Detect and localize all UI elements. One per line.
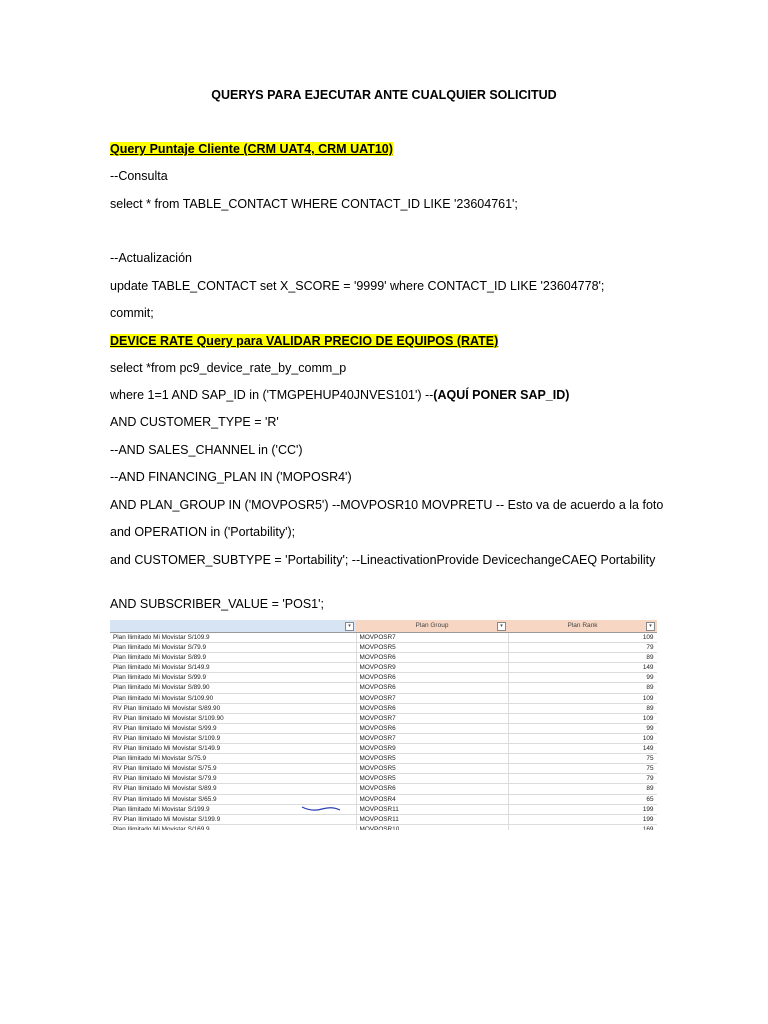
table-row (110, 693, 657, 703)
cell-plan-group: MOVPOSR6 (356, 673, 508, 683)
customer-subtype-line: and CUSTOMER_SUBTYPE = 'Portability'; --LineactivationProvide DevicechangeCAEQ Portability (110, 553, 656, 567)
cell-plan-rank: 79 (508, 774, 657, 784)
cell-plan-name: Plan Ilimitado Mi Movistar S/109.9 (110, 633, 356, 643)
section1-heading (110, 142, 393, 157)
table-row (110, 794, 657, 804)
cell-plan-rank: 109 (508, 713, 657, 723)
plan-table-body (110, 633, 657, 831)
cell-plan-rank: 149 (508, 744, 657, 754)
where-clause: where 1=1 AND SAP_ID in ('TMGPEHUP40JNVES101') -- (110, 388, 434, 402)
table-row (110, 804, 657, 814)
plan-table (110, 620, 657, 830)
cell-plan-name: Plan Ilimitado Mi Movistar S/99.9 (110, 673, 356, 683)
cell-plan-rank: 89 (508, 683, 657, 693)
select-query: select * from TABLE_CONTACT WHERE CONTACT_ID LIKE '23604761'; (110, 197, 518, 211)
table-row (110, 723, 657, 733)
cell-plan-rank: 199 (508, 814, 657, 824)
pen-scribble-icon (300, 804, 342, 814)
table-row (110, 703, 657, 713)
cell-plan-rank: 75 (508, 754, 657, 764)
cell-plan-group: MOVPOSR5 (356, 774, 508, 784)
subscriber-value-line: AND SUBSCRIBER_VALUE = 'POS1'; (110, 597, 324, 611)
sales-channel-line: --AND SALES_CHANNEL in ('CC') (110, 443, 303, 457)
cell-plan-rank: 199 (508, 804, 657, 814)
filter-dropdown-icon: ▾ (646, 622, 655, 631)
cell-plan-rank: 99 (508, 723, 657, 733)
cell-plan-group: MOVPOSR7 (356, 733, 508, 743)
cell-plan-group: MOVPOSR6 (356, 703, 508, 713)
cell-plan-group: MOVPOSR6 (356, 784, 508, 794)
cell-plan-name: Plan Ilimitado Mi Movistar S/109.90 (110, 693, 356, 703)
cell-plan-name: RV Plan Ilimitado Mi Movistar S/89.9 (110, 784, 356, 794)
cell-plan-group: MOVPOSR11 (356, 814, 508, 824)
table-row (110, 663, 657, 673)
cell-plan-group: MOVPOSR11 (356, 804, 508, 814)
table-row (110, 784, 657, 794)
document-title: QUERYS PARA EJECUTAR ANTE CUALQUIER SOLICITUD (211, 88, 557, 102)
cell-plan-rank: 149 (508, 663, 657, 673)
cell-plan-name: Plan Ilimitado Mi Movistar S/89.90 (110, 683, 356, 693)
where-note: (AQUÍ PONER SAP_ID) (433, 388, 570, 402)
cell-plan-name: RV Plan Ilimitado Mi Movistar S/89.90 (110, 703, 356, 713)
plan-group-line: AND PLAN_GROUP IN ('MOVPOSR5') --MOVPOSR10 MOVPRETU -- Esto va de acuerdo a la foto (110, 498, 664, 512)
cell-plan-rank: 89 (508, 703, 657, 713)
commit-line: commit; (110, 306, 154, 320)
cell-plan-name: Plan Ilimitado Mi Movistar S/75.9 (110, 754, 356, 764)
device-rate-select: select *from pc9_device_rate_by_comm_p (110, 361, 347, 375)
table-row (110, 633, 657, 643)
header-plan-rank: Plan Rank ▾ (508, 620, 657, 633)
cell-plan-name: Plan Ilimitado Mi Movistar S/79.9 (110, 643, 356, 653)
cell-plan-group: MOVPOSR6 (356, 683, 508, 693)
cell-plan-group: MOVPOSR6 (356, 653, 508, 663)
cell-plan-rank: 109 (508, 733, 657, 743)
cell-plan-rank: 99 (508, 673, 657, 683)
cell-plan-group: MOVPOSR7 (356, 693, 508, 703)
filter-dropdown-icon: ▾ (345, 622, 354, 631)
cell-plan-name: RV Plan Ilimitado Mi Movistar S/75.9 (110, 764, 356, 774)
update-query: update TABLE_CONTACT set X_SCORE = '9999' where CONTACT_ID LIKE '23604778'; (110, 279, 605, 293)
filter-dropdown-icon: ▾ (497, 622, 506, 631)
cell-plan-name: RV Plan Ilimitado Mi Movistar S/149.9 (110, 744, 356, 754)
section2-heading (110, 334, 498, 349)
section2-heading-text: DEVICE RATE Query para VALIDAR PRECIO DE EQUIPOS (RATE) (110, 334, 499, 348)
cell-plan-rank: 109 (508, 633, 657, 643)
cell-plan-name: Plan Ilimitado Mi Movistar S/89.9 (110, 653, 356, 663)
cell-plan-rank: 169 (508, 824, 657, 830)
cell-plan-rank: 89 (508, 784, 657, 794)
table-row (110, 673, 657, 683)
header-plan-name (110, 620, 356, 633)
table-row (110, 713, 657, 723)
cell-plan-rank: 75 (508, 764, 657, 774)
cell-plan-name: Plan Ilimitado Mi Movistar S/169.9 (110, 824, 356, 830)
cell-plan-rank: 65 (508, 794, 657, 804)
cell-plan-group: MOVPOSR5 (356, 643, 508, 653)
cell-plan-group: MOVPOSR10 (356, 824, 508, 830)
cell-plan-group: MOVPOSR4 (356, 794, 508, 804)
header-plan-group: Plan Group ▾ (356, 620, 508, 633)
section1-heading-text: Query Puntaje Cliente (CRM UAT4, CRM UAT10) (110, 142, 393, 156)
cell-plan-group: MOVPOSR9 (356, 663, 508, 673)
plan-table-screenshot (110, 620, 657, 830)
cell-plan-name: Plan Ilimitado Mi Movistar S/199.9 (110, 804, 356, 814)
table-row (110, 643, 657, 653)
actualizacion-comment: --Actualización (110, 251, 192, 265)
financing-plan-line: --AND FINANCING_PLAN IN ('MOPOSR4') (110, 470, 352, 484)
cell-plan-name: RV Plan Ilimitado Mi Movistar S/109.9 (110, 733, 356, 743)
cell-plan-rank: 79 (508, 643, 657, 653)
table-row (110, 824, 657, 830)
cell-plan-name: RV Plan Ilimitado Mi Movistar S/109.90 (110, 713, 356, 723)
operation-line: and OPERATION in ('Portability'); (110, 525, 296, 539)
table-row (110, 653, 657, 663)
cell-plan-name: RV Plan Ilimitado Mi Movistar S/199.9 (110, 814, 356, 824)
table-row (110, 733, 657, 743)
table-row (110, 683, 657, 693)
cell-plan-name: RV Plan Ilimitado Mi Movistar S/99.9 (110, 723, 356, 733)
table-row (110, 814, 657, 824)
cell-plan-group: MOVPOSR7 (356, 713, 508, 723)
table-row (110, 744, 657, 754)
table-row (110, 774, 657, 784)
cell-plan-name: RV Plan Ilimitado Mi Movistar S/79.9 (110, 774, 356, 784)
cell-plan-name: Plan Ilimitado Mi Movistar S/149.9 (110, 663, 356, 673)
cell-plan-group: MOVPOSR6 (356, 723, 508, 733)
cell-plan-rank: 109 (508, 693, 657, 703)
cell-plan-rank: 89 (508, 653, 657, 663)
cell-plan-group: MOVPOSR5 (356, 764, 508, 774)
cell-plan-group: MOVPOSR7 (356, 633, 508, 643)
where-line (110, 388, 569, 403)
cell-plan-group: MOVPOSR5 (356, 754, 508, 764)
customer-type-line: AND CUSTOMER_TYPE = 'R' (110, 415, 279, 429)
consulta-comment: --Consulta (110, 169, 168, 183)
table-row (110, 764, 657, 774)
cell-plan-name: RV Plan Ilimitado Mi Movistar S/65.9 (110, 794, 356, 804)
table-row (110, 754, 657, 764)
cell-plan-group: MOVPOSR9 (356, 744, 508, 754)
